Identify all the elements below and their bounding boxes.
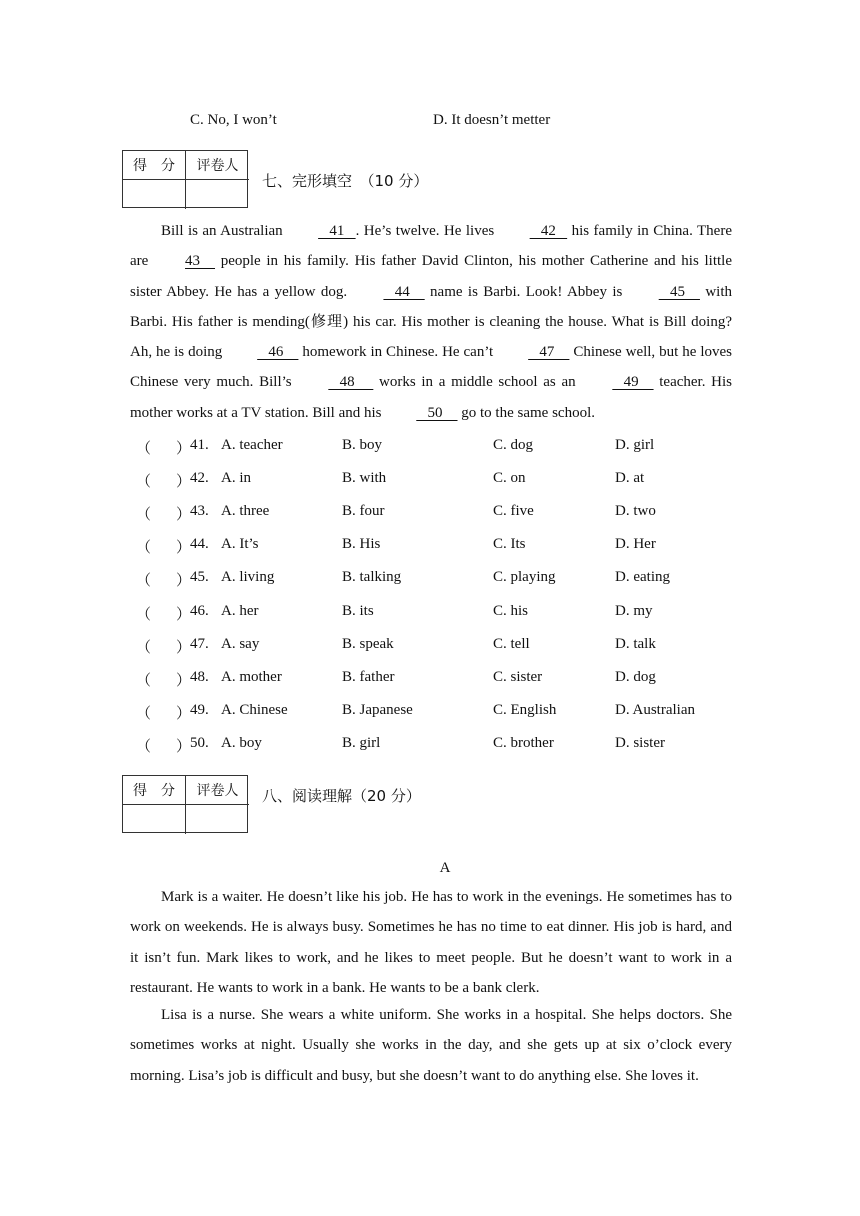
- question-number: 47.: [190, 635, 209, 652]
- option-a: A. boy: [221, 734, 262, 751]
- option-d: D. at: [615, 470, 645, 487]
- option-b: B. speak: [342, 635, 394, 652]
- section7-title: 七、完形填空 （10 分）: [262, 172, 429, 190]
- option-a: A. mother: [221, 668, 282, 685]
- blank-47: 47: [528, 344, 570, 361]
- option-d: D. sister: [615, 734, 665, 751]
- option-b: B. with: [342, 470, 387, 487]
- option-d: D. my: [615, 602, 653, 619]
- option-c: C. brother: [493, 734, 554, 751]
- question-number: 49.: [190, 701, 209, 718]
- answer-paren-close: ）: [176, 705, 192, 722]
- score-cell: [123, 805, 186, 834]
- option-c: C. playing: [493, 569, 556, 586]
- reading-paragraph-2: Lisa is a nurse. She wears a white uniform. She works in a hospital. She helps doctors. She sometimes works at night. Usually she works in the day, and she gets up at six o’clock every morning. Lisa’s job is difficult and busy, but she doesn’t want to do anything else. She loves it.: [130, 1007, 732, 1084]
- answer-paren-close: ）: [176, 474, 192, 491]
- blank-46: 46: [257, 344, 299, 361]
- blank-45: 45: [658, 283, 700, 300]
- answer-paren-open: （: [136, 672, 152, 689]
- answer-paren-close: ）: [176, 441, 192, 457]
- score-cell: [123, 180, 186, 209]
- option-d: D. Australian: [615, 701, 695, 718]
- answer-paren-close: ）: [176, 672, 192, 689]
- option-a: A. teacher: [221, 437, 283, 453]
- blank-44: 44: [383, 283, 425, 300]
- score-box-section8: [122, 775, 248, 833]
- blank-50: 50: [416, 404, 458, 421]
- option-b: B. its: [342, 602, 374, 619]
- answer-paren-close: ）: [176, 639, 192, 656]
- answer-paren-open: （: [136, 639, 152, 656]
- option-c: C. his: [493, 602, 529, 619]
- option-b: B. four: [342, 503, 385, 520]
- answer-paren-close: ）: [176, 573, 192, 590]
- option-d: D. Her: [615, 536, 656, 553]
- option-b: B. Japanese: [342, 701, 413, 718]
- option-d: D. talk: [615, 635, 656, 652]
- option-a: A. It’s: [221, 536, 259, 553]
- answer-paren-open: （: [136, 540, 152, 557]
- answer-paren-open: （: [136, 573, 152, 590]
- score-box-section7: [122, 150, 248, 208]
- option-b: B. boy: [342, 437, 383, 453]
- answer-paren-open: （: [136, 507, 152, 524]
- blank-41: 41: [318, 223, 356, 239]
- question-number: 45.: [190, 569, 209, 586]
- blank-48: 48: [328, 374, 374, 391]
- answer-paren-close: ）: [176, 606, 192, 623]
- answer-paren-open: （: [136, 474, 152, 491]
- option-b: B. His: [342, 536, 381, 553]
- option-a: A. say: [221, 635, 260, 652]
- answer-paren-close: ）: [176, 507, 192, 524]
- cloze-passage: Bill is an Australian 41 . He’s twelve. He lives 42 his family in China. There are 43 people in his family. His father David Clinton, his mother Catherine and his little sister Abbey. He has a yellow dog. 44 name is Barbi. Look! Abbey is 45 with Barbi. His father is mending(修理) his car. His mother is cleaning the house. What is Bill doing? Ah, he is doing 46 homework in Chinese. He can’t 47 Chinese well, but he loves Chinese very much. Bill’s 48 works in a middle school as an 49 teacher. His mother works at a TV station. Bill and his 50 go to the same school.: [130, 216, 732, 428]
- question-number: 43.: [190, 503, 209, 520]
- section8-title: 八、阅读理解（20 分）: [262, 787, 421, 805]
- option-d: D. dog: [615, 668, 656, 685]
- option-d: D. girl: [615, 437, 655, 453]
- option-a: A. her: [221, 602, 259, 619]
- option-b: B. father: [342, 668, 395, 685]
- option-a: A. three: [221, 503, 270, 520]
- question-number: 44.: [190, 536, 209, 553]
- option-c: C. Its: [493, 536, 526, 553]
- option-a: A. Chinese: [221, 701, 288, 718]
- option-d: D. two: [615, 503, 656, 520]
- answer-paren-open: （: [136, 705, 152, 722]
- score-label: 得 分: [123, 151, 186, 180]
- answer-paren-open: （: [136, 606, 152, 623]
- question-number: 46.: [190, 602, 209, 619]
- question-number: 42.: [190, 470, 209, 487]
- option-b: B. talking: [342, 569, 402, 586]
- question-number: 41.: [190, 437, 209, 453]
- option-c: C. five: [493, 503, 534, 520]
- prev-option-c: C. No, I won’t: [190, 112, 277, 128]
- grader-cell: [186, 805, 249, 834]
- answer-paren-close: ）: [176, 738, 192, 755]
- grader-label: 评卷人: [186, 151, 249, 180]
- option-b: B. girl: [342, 734, 381, 751]
- option-c: C. English: [493, 701, 557, 718]
- blank-43: 43: [185, 253, 216, 270]
- option-c: C. on: [493, 470, 526, 487]
- answer-paren-open: （: [136, 441, 152, 457]
- option-c: C. dog: [493, 437, 534, 453]
- answer-paren-open: （: [136, 738, 152, 755]
- option-c: C. sister: [493, 668, 543, 685]
- question-number: 48.: [190, 668, 209, 685]
- score-label: 得 分: [123, 776, 186, 805]
- grader-cell: [186, 180, 249, 209]
- answer-paren-close: ）: [176, 540, 192, 557]
- blank-49: 49: [612, 374, 654, 391]
- option-a: A. in: [221, 470, 251, 487]
- blank-42: 42: [529, 223, 568, 239]
- option-c: C. tell: [493, 635, 530, 652]
- question-number: 50.: [190, 734, 209, 751]
- prev-option-d: D. It doesn’t metter: [433, 112, 551, 128]
- reading-paragraph-1: Mark is a waiter. He doesn’t like his job. He has to work in the evenings. He sometimes has to work on weekends. He is always busy. Sometimes he has no time to eat dinner. His job is hard, and it isn’t fun. Mark likes to work, and he likes to meet people. But he doesn’t want to work in a restaurant. He wants to work in a bank. He wants to be a bank clerk.: [130, 889, 732, 996]
- grader-label: 评卷人: [186, 776, 249, 805]
- passage-letter: A: [439, 860, 451, 876]
- option-a: A. living: [221, 569, 275, 586]
- option-d: D. eating: [615, 569, 670, 586]
